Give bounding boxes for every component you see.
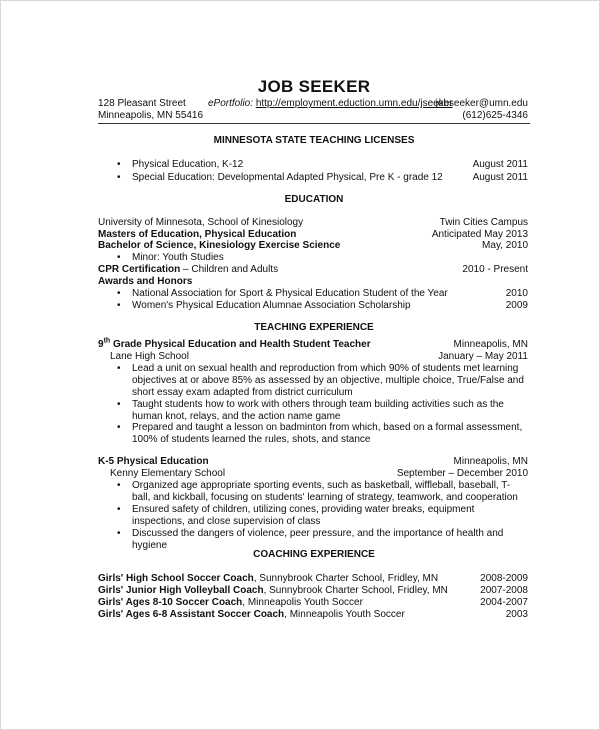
portfolio-label: ePortfolio:: [208, 98, 254, 109]
coaching-row: Girls' Ages 8-10 Soccer Coach, Minneapolis Youth Soccer 2004-2007: [98, 597, 528, 608]
license-item: • Physical Education, K-12 August 2011: [117, 159, 528, 170]
license-item: • Special Education: Developmental Adapted Physical, Pre K - grade 12 August 2011: [117, 172, 528, 183]
awards-heading: Awards and Honors: [98, 276, 193, 287]
bullet-glyph: •: [117, 363, 121, 374]
award-item: • National Association for Sport & Physical Education Student of the Year 2010: [117, 288, 528, 299]
email: jobseeker@umn.edu: [435, 98, 528, 109]
coaching-title: COACHING EXPERIENCE: [253, 549, 375, 560]
cpr-row: CPR Certification – Children and Adults 2010 - Present: [98, 264, 528, 275]
teaching-title: TEACHING EXPERIENCE: [254, 322, 374, 333]
bullet-glyph: •: [117, 399, 121, 410]
job-title-row: K-5 Physical Education Minneapolis, MN: [98, 456, 528, 467]
school-row: University of Minnesota, School of Kinesiology Twin Cities Campus: [98, 217, 528, 228]
phone: (612)625-4346: [462, 110, 528, 121]
degree-row: Bachelor of Science, Kinesiology Exercise Science May, 2010: [98, 240, 528, 251]
job-school-row: Kenny Elementary School September – December 2010: [110, 468, 528, 479]
header-rule: [98, 123, 530, 124]
bullet-glyph: •: [117, 172, 121, 183]
degree-row: Masters of Education, Physical Education Anticipated May 2013: [98, 229, 528, 240]
address: [98, 98, 203, 122]
job-title-row: 9th Grade Physical Education and Health Student Teacher Minneapolis, MN: [98, 337, 528, 350]
contact-block: [98, 98, 530, 124]
coaching-row: Girls' High School Soccer Coach, Sunnybrook Charter School, Fridley, MN 2008-2009: [98, 573, 528, 584]
street: 128 Pleasant Street: [98, 98, 186, 109]
coaching-row: Girls' Junior High Volleyball Coach, Sunnybrook Charter School, Fridley, MN 2007-2008: [98, 585, 528, 596]
contact-right: [436, 98, 528, 122]
city: Minneapolis, MN 55416: [98, 110, 204, 121]
resume-name: JOB SEEKER: [257, 77, 371, 96]
portfolio: [208, 98, 453, 110]
bullet-glyph: •: [117, 159, 121, 170]
education-title: EDUCATION: [284, 194, 344, 205]
portfolio-link[interactable]: http://employment.eduction.umn.edu/jseeker: [255, 98, 453, 109]
bullet-glyph: •: [117, 480, 121, 491]
minor-row: • Minor: Youth Studies: [117, 252, 224, 263]
bullet-glyph: •: [117, 252, 121, 263]
award-item: • Women's Physical Education Alumnae Association Scholarship 2009: [117, 300, 528, 311]
coaching-row: Girls' Ages 6-8 Assistant Soccer Coach, Minneapolis Youth Soccer 2003: [98, 609, 528, 620]
bullet-glyph: •: [117, 528, 121, 539]
bullet-glyph: •: [117, 504, 121, 515]
bullet-glyph: •: [117, 300, 121, 311]
job-school-row: Lane High School January – May 2011: [110, 351, 528, 362]
bullet-glyph: •: [117, 288, 121, 299]
bullet-glyph: •: [117, 422, 121, 433]
licenses-title: MINNESOTA STATE TEACHING LICENSES: [213, 135, 415, 146]
